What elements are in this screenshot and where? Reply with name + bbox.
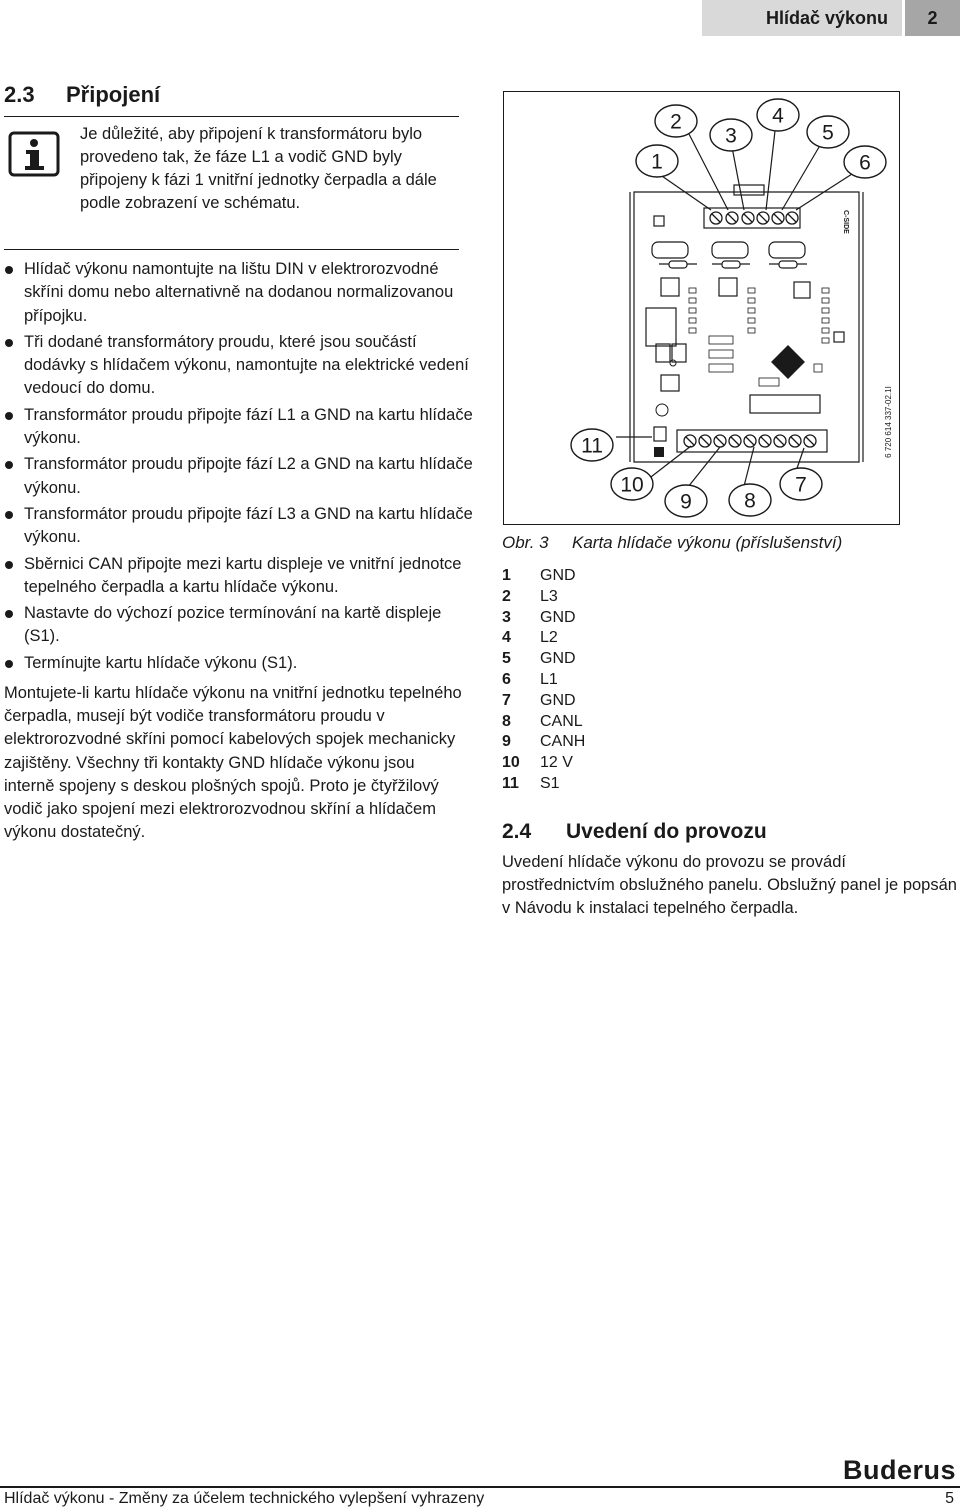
- bullet-icon: [5, 266, 13, 274]
- list-item: [4, 553, 474, 600]
- legend-label: 12 V: [540, 754, 573, 772]
- legend-label: CANL: [540, 712, 583, 730]
- legend-label: GND: [540, 691, 576, 709]
- legend-number: 1: [502, 567, 511, 584]
- step-text: Transformátor proudu připojte fází L1 a GND na kartu hlídače výkonu.: [24, 405, 473, 448]
- figure-doc-code: 6 720 614 337-02.1I: [884, 386, 893, 458]
- callout-7: 7: [795, 473, 807, 497]
- step-text: Transformátor proudu připojte fází L3 a GND na kartu hlídače výkonu.: [24, 504, 473, 547]
- notice-box: [4, 116, 459, 250]
- callout-1: 1: [651, 150, 663, 174]
- callout-8: 8: [744, 489, 756, 513]
- steps-list: [4, 258, 474, 678]
- legend-item: [502, 587, 702, 608]
- legend-item: [502, 691, 702, 712]
- step-text: Hlídač výkonu namontujte na lištu DIN v elektrorozvodné skříni domu nebo alternativně na dodanou normalizovanou přípojku.: [24, 260, 454, 325]
- step-text: Nastavte do výchozí pozice termínování na kartě displeje (S1).: [24, 604, 442, 646]
- bullet-icon: [5, 511, 13, 519]
- page-header: [0, 0, 960, 36]
- legend-label: CANH: [540, 733, 586, 751]
- legend-number: 9: [502, 733, 511, 751]
- figure-caption: [502, 533, 942, 553]
- buderus-logo: Buderus: [842, 1455, 956, 1485]
- list-item: [4, 602, 474, 649]
- legend-number: 3: [502, 608, 511, 626]
- list-item: [4, 652, 474, 675]
- step-text: Termínujte kartu hlídače výkonu (S1).: [24, 653, 298, 672]
- legend-number: 2: [502, 587, 511, 605]
- legend-label: L3: [540, 587, 558, 605]
- notice-text: Je důležité, aby připojení k transformátoru bylo provedeno tak, že fáze L1 a vodič GND byly připojeny k fázi 1 vnitřní jednotky čerpadla a dále podle zobrazení ve schématu.: [80, 125, 437, 212]
- legend-label: GND: [540, 650, 576, 668]
- legend-number: 4: [502, 629, 511, 647]
- bullet-icon: [5, 412, 13, 420]
- list-item: [4, 453, 474, 500]
- section-number: 2.3: [4, 82, 35, 107]
- list-item: [4, 503, 474, 550]
- legend-item: [502, 670, 702, 691]
- legend-item: [502, 608, 702, 629]
- legend-item: [502, 774, 702, 795]
- step-text: Sběrnici CAN připojte mezi kartu displeje ve vnitřní jednotce tepelného čerpadla a kartu hlídače výkonu.: [24, 554, 462, 596]
- legend-label: S1: [540, 774, 560, 792]
- bullet-icon: [5, 660, 13, 668]
- legend-label: L2: [540, 629, 558, 647]
- callout-11: 11: [581, 434, 603, 458]
- circuit-board-diagram: [504, 92, 901, 526]
- bullet-icon: [5, 339, 13, 347]
- bullet-icon: [5, 610, 13, 618]
- header-page-number: 2: [905, 0, 960, 36]
- section-title: Připojení: [66, 82, 161, 107]
- footer-divider: [0, 1486, 960, 1488]
- subsection-number: 2.4: [502, 820, 532, 843]
- section-heading: [4, 82, 160, 108]
- legend-item: [502, 712, 702, 733]
- callout-10: 10: [620, 473, 644, 497]
- callout-6: 6: [859, 151, 871, 175]
- legend-label: GND: [540, 567, 576, 584]
- list-item: [4, 331, 474, 401]
- legend-item: [502, 649, 702, 670]
- legend-label: GND: [540, 608, 576, 626]
- board-side-label: C-SIDE: [842, 210, 849, 234]
- caption-label: Obr. 3: [502, 533, 549, 552]
- body-paragraph: Montujete-li kartu hlídače výkonu na vnitřní jednotku tepelného čerpadla, musejí být vodiče transformátoru proudu v elektrorozvodné skříni pomocí kabelových spojek mechanicky zajištěny. Všechny tři kontakty GND hlídače výkonu jsou interně spojeny s deskou plošných spojů. Proto je čtyřžilový vodič jako spojení mezi elektrorozvodnou skříní a hlídačem výkonu dostatečný.: [4, 684, 462, 842]
- footer-page-number: 5: [945, 1490, 954, 1507]
- footer-text: Hlídač výkonu - Změny za účelem technického vylepšení vyhrazeny: [4, 1490, 485, 1507]
- legend-number: 7: [502, 691, 511, 709]
- callout-3: 3: [725, 124, 737, 148]
- legend-number: 10: [502, 754, 520, 772]
- callout-4: 4: [772, 104, 784, 128]
- figure-frame: [503, 91, 900, 525]
- bullet-icon: [5, 561, 13, 569]
- legend-item: [502, 732, 702, 753]
- figure-legend: [502, 566, 702, 795]
- caption-text: Karta hlídače výkonu (příslušenství): [572, 533, 843, 552]
- header-title: Hlídač výkonu: [702, 0, 902, 36]
- legend-number: 6: [502, 670, 511, 688]
- legend-label: L1: [540, 670, 558, 688]
- list-item: [4, 258, 474, 328]
- callout-5: 5: [822, 121, 834, 145]
- legend-number: 8: [502, 712, 511, 730]
- subsection-heading: [502, 820, 767, 844]
- legend-item: [502, 753, 702, 774]
- callout-2: 2: [670, 110, 682, 134]
- bullet-icon: [5, 461, 13, 469]
- legend-item: [502, 566, 702, 587]
- legend-number: 5: [502, 650, 511, 668]
- legend-number: 11: [502, 774, 519, 792]
- subsection-text: Uvedení hlídače výkonu do provozu se provádí prostřednictvím obslužného panelu. Obslužný panel je popsán v Návodu k instalaci tepelného čerpadla.: [502, 853, 957, 918]
- step-text: Tři dodané transformátory proudu, které jsou součástí dodávky s hlídačem výkonu, namontujte na elektrické vedení vedoucí do domu.: [24, 332, 469, 398]
- callout-9: 9: [680, 490, 692, 514]
- subsection-title: Uvedení do provozu: [566, 820, 767, 843]
- list-item: [4, 404, 474, 451]
- legend-item: [502, 628, 702, 649]
- step-text: Transformátor proudu připojte fází L2 a GND na kartu hlídače výkonu.: [24, 455, 473, 497]
- info-icon: [8, 131, 60, 177]
